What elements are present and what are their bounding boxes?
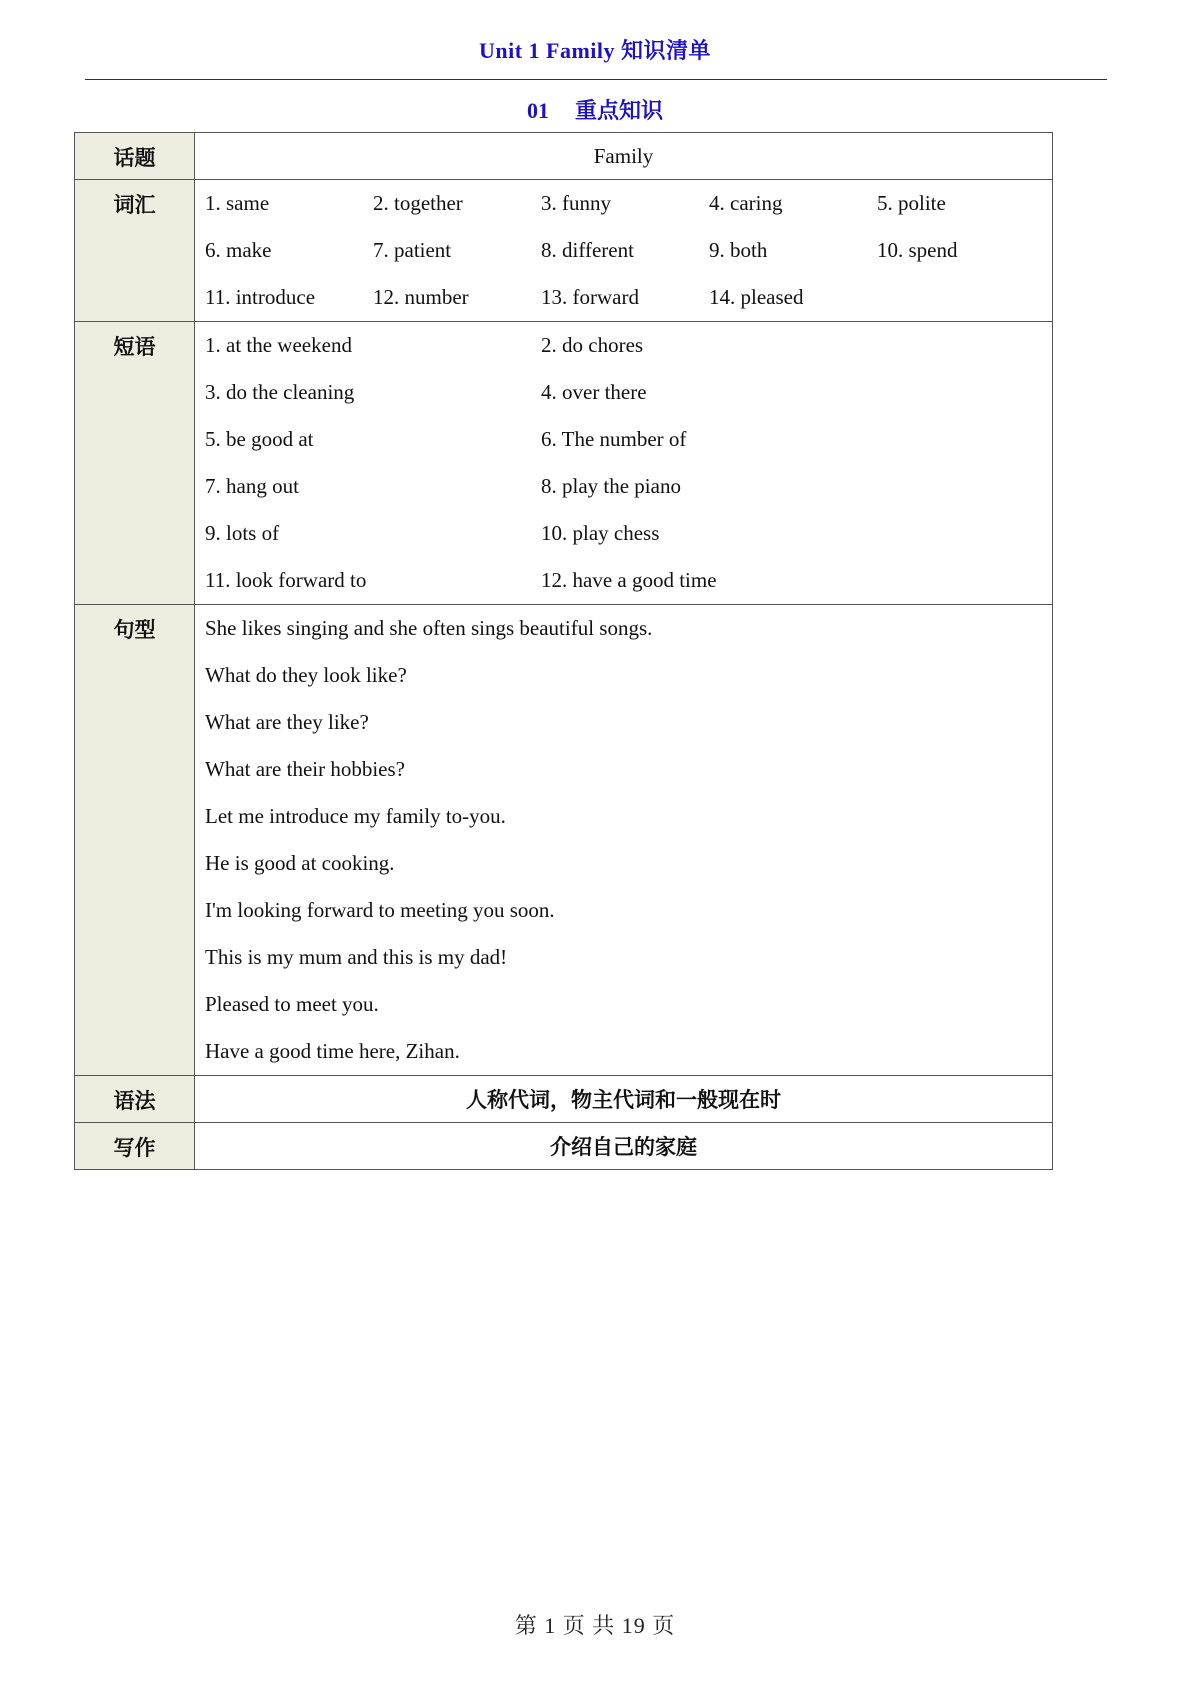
vocabulary-item: 2. together <box>373 191 463 215</box>
phrase-item: 2. do chores <box>541 333 644 357</box>
phrase-item: 1. at the weekend <box>205 333 352 357</box>
sentence-item: Let me introduce my family to-you. <box>205 804 506 828</box>
phrase-item: 10. play chess <box>541 521 660 545</box>
vocabulary-item: 11. introduce <box>205 285 316 309</box>
sentence-item: I'm looking forward to meeting you soon. <box>205 898 555 922</box>
grammar-value: 人称代词，物主代词和一般现在时 <box>195 1076 1053 1123</box>
vocabulary-item: 13. forward <box>541 285 639 309</box>
sentences-label: 句型 <box>75 605 195 1076</box>
phrase-item: 3. do the cleaning <box>205 380 355 404</box>
page-footer: 第 1 页 共 19 页 <box>514 1613 676 1638</box>
vocabulary-item: 4. caring <box>709 191 783 215</box>
phrase-line <box>195 416 1052 463</box>
sentence-item: He is good at cooking. <box>205 851 395 875</box>
phrase-item: 5. be good at <box>205 427 314 451</box>
vocabulary-item: 5. polite <box>877 191 946 215</box>
sentence-item: Pleased to meet you. <box>205 992 379 1016</box>
section-title <box>0 94 1190 125</box>
phrase-line <box>195 463 1052 510</box>
phrase-item: 12. have a good time <box>541 568 717 592</box>
header-rule <box>85 79 1107 80</box>
vocabulary-item: 10. spend <box>877 238 958 262</box>
phrase-item: 9. lots of <box>205 521 280 545</box>
phrases-row <box>75 322 1053 605</box>
document-title: Unit 1 Family 知识清单 <box>478 38 712 63</box>
topic-row <box>75 133 1053 180</box>
sentence-item: She likes singing and she often sings beautiful songs. <box>205 616 653 640</box>
sentence-item: What are they like? <box>205 710 369 734</box>
phrase-item: 6. The number of <box>541 427 687 451</box>
grammar-label: 语法 <box>75 1076 195 1123</box>
sentence-item: What do they look like? <box>205 663 407 687</box>
vocabulary-item <box>877 274 1045 321</box>
sentences-row <box>75 605 1053 1076</box>
vocabulary-label: 词汇 <box>75 180 195 322</box>
writing-row <box>75 1123 1053 1170</box>
grammar-row <box>75 1076 1053 1123</box>
writing-value: 介绍自己的家庭 <box>195 1123 1053 1170</box>
vocabulary-line <box>195 274 1052 321</box>
vocabulary-line <box>195 180 1052 227</box>
section-number: 01 <box>526 98 549 123</box>
phrase-item: 11. look forward to <box>205 568 367 592</box>
phrase-item: 4. over there <box>541 380 647 404</box>
phrase-line <box>195 557 1052 604</box>
vocabulary-item: 1. same <box>205 191 270 215</box>
vocabulary-item: 9. both <box>709 238 768 262</box>
sentences-list <box>195 605 1053 1076</box>
phrase-line <box>195 322 1052 369</box>
sentence-item: What are their hobbies? <box>205 757 405 781</box>
vocabulary-list <box>195 180 1053 322</box>
section-heading: 重点知识 <box>574 98 663 123</box>
topic-label: 话题 <box>75 133 195 180</box>
writing-label: 写作 <box>75 1123 195 1170</box>
vocabulary-item: 7. patient <box>373 238 452 262</box>
knowledge-table <box>74 132 1053 1170</box>
sentence-item: Have a good time here, Zihan. <box>205 1039 460 1063</box>
vocabulary-item: 3. funny <box>541 191 611 215</box>
phrase-line <box>195 369 1052 416</box>
phrase-item: 7. hang out <box>205 474 299 498</box>
phrase-line <box>195 510 1052 557</box>
phrase-item: 8. play the piano <box>541 474 681 498</box>
topic-value: Family <box>195 133 1053 180</box>
vocabulary-item: 6. make <box>205 238 272 262</box>
phrases-list <box>195 322 1053 605</box>
vocabulary-row <box>75 180 1053 322</box>
phrases-label: 短语 <box>75 322 195 605</box>
sentence-item: This is my mum and this is my dad! <box>205 945 508 969</box>
vocabulary-item: 14. pleased <box>709 285 804 309</box>
vocabulary-line <box>195 227 1052 274</box>
vocabulary-item: 8. different <box>541 238 634 262</box>
vocabulary-item: 12. number <box>373 285 469 309</box>
